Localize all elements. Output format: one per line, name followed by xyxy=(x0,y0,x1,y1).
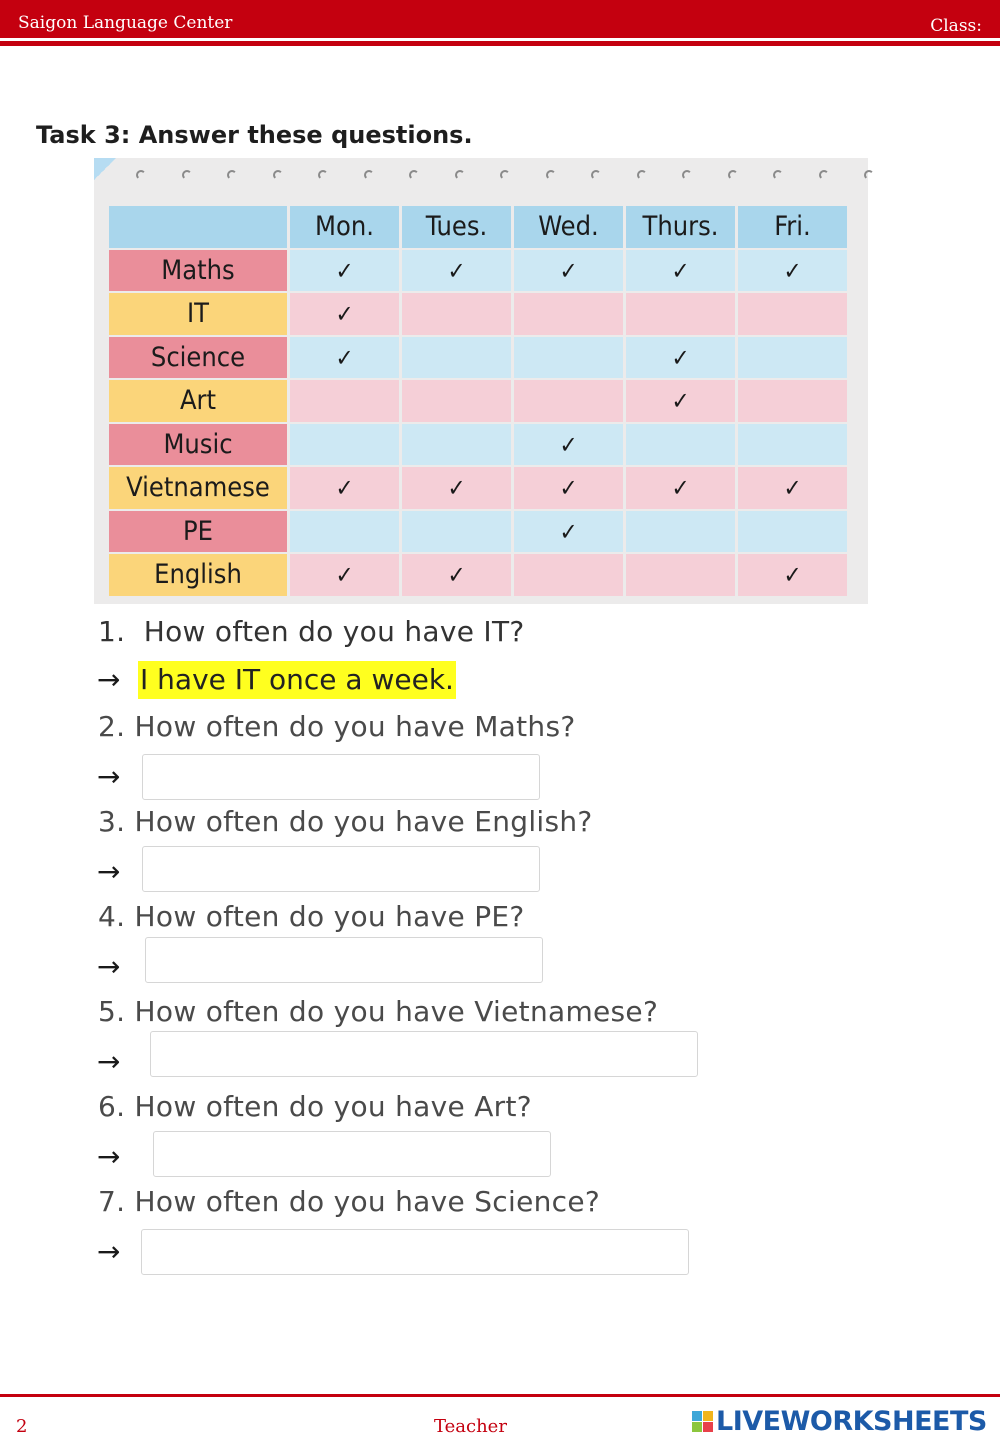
schedule-cell xyxy=(402,337,511,379)
check-icon: ✓ xyxy=(671,474,690,503)
logo-grid-icon xyxy=(692,1411,713,1432)
schedule-cell xyxy=(402,511,511,553)
ring-icon xyxy=(728,170,738,180)
check-icon: ✓ xyxy=(783,561,802,590)
subject-label: Vietnamese xyxy=(109,467,287,509)
subject-label: IT xyxy=(109,293,287,335)
check-icon: ✓ xyxy=(671,256,690,285)
example-answer: I have IT once a week. xyxy=(138,661,456,699)
question-number: 7. xyxy=(98,1185,126,1218)
question-number: 1. xyxy=(98,615,126,648)
ring-icon xyxy=(637,170,647,180)
check-icon: ✓ xyxy=(447,474,466,503)
class-label: Class: xyxy=(930,16,982,36)
schedule-cell xyxy=(290,424,399,466)
schedule-cell xyxy=(514,554,623,596)
schedule-cell xyxy=(626,511,735,553)
schedule-cell xyxy=(514,337,623,379)
schedule-cell xyxy=(290,511,399,553)
timetable-row xyxy=(109,511,847,553)
schedule-cell xyxy=(738,380,847,422)
schedule-cell xyxy=(402,467,511,509)
schedule-cell xyxy=(402,424,511,466)
ring-icon xyxy=(500,170,510,180)
check-icon: ✓ xyxy=(447,256,466,285)
question-2 xyxy=(98,710,576,743)
answer-input-4[interactable] xyxy=(145,937,543,983)
ring-icon xyxy=(364,170,374,180)
question-text: How often do you have PE? xyxy=(134,900,525,933)
question-text: How often do you have Science? xyxy=(134,1185,601,1218)
schedule-cell xyxy=(738,337,847,379)
timetable xyxy=(106,204,850,598)
subject-label: PE xyxy=(109,511,287,553)
schedule-cell xyxy=(626,467,735,509)
schedule-cell xyxy=(738,467,847,509)
schedule-cell xyxy=(290,554,399,596)
arrow-icon: → xyxy=(97,1235,121,1268)
brand-text: LIVEWORKSHEETS xyxy=(716,1406,987,1437)
question-number: 3. xyxy=(98,805,126,838)
ring-icon xyxy=(546,170,556,180)
schedule-cell xyxy=(626,380,735,422)
arrow-icon: → xyxy=(97,1045,121,1078)
timetable-row xyxy=(109,293,847,335)
question-4 xyxy=(98,900,525,933)
ring-icon xyxy=(136,170,146,180)
check-icon: ✓ xyxy=(559,474,578,503)
ring-icon xyxy=(773,170,783,180)
schedule-cell xyxy=(626,424,735,466)
schedule-cell xyxy=(290,337,399,379)
question-number: 5. xyxy=(98,995,126,1028)
question-number: 2. xyxy=(98,710,126,743)
check-icon: ✓ xyxy=(671,343,690,372)
day-header: Wed. xyxy=(514,206,623,248)
schedule-cell xyxy=(626,337,735,379)
day-header: Tues. xyxy=(402,206,511,248)
schedule-cell xyxy=(514,424,623,466)
subject-label: Music xyxy=(109,424,287,466)
schedule-cell xyxy=(290,380,399,422)
timetable-row xyxy=(109,250,847,292)
schedule-cell xyxy=(626,554,735,596)
footer-rule xyxy=(0,1394,1000,1397)
subject-label: Art xyxy=(109,380,287,422)
schedule-cell xyxy=(290,467,399,509)
check-icon: ✓ xyxy=(671,387,690,416)
check-icon: ✓ xyxy=(335,300,354,329)
day-header: Thurs. xyxy=(626,206,735,248)
question-text: How often do you have Maths? xyxy=(134,710,576,743)
ring-icon xyxy=(682,170,692,180)
check-icon: ✓ xyxy=(335,343,354,372)
schedule-cell xyxy=(402,554,511,596)
check-icon: ✓ xyxy=(335,474,354,503)
answer-input-5[interactable] xyxy=(150,1031,698,1077)
question-text: How often do you have English? xyxy=(134,805,593,838)
question-number: 6. xyxy=(98,1090,126,1123)
question-number: 4. xyxy=(98,900,126,933)
schedule-cell xyxy=(402,250,511,292)
answer-input-7[interactable] xyxy=(141,1229,689,1275)
check-icon: ✓ xyxy=(335,561,354,590)
ring-icon xyxy=(864,170,874,180)
question-text: How often do you have IT? xyxy=(143,615,525,648)
check-icon: ✓ xyxy=(559,256,578,285)
schedule-cell xyxy=(738,293,847,335)
schedule-cell xyxy=(290,293,399,335)
timetable-row xyxy=(109,380,847,422)
schedule-cell xyxy=(738,250,847,292)
question-5 xyxy=(98,995,658,1028)
timetable-row xyxy=(109,554,847,596)
timetable-card xyxy=(94,158,868,604)
arrow-icon: → xyxy=(97,1140,121,1173)
schedule-cell xyxy=(514,467,623,509)
ring-icon xyxy=(455,170,465,180)
schedule-cell xyxy=(402,380,511,422)
school-name: Saigon Language Center xyxy=(18,13,233,33)
check-icon: ✓ xyxy=(335,256,354,285)
timetable-row xyxy=(109,337,847,379)
schedule-cell xyxy=(514,293,623,335)
schedule-cell xyxy=(514,511,623,553)
question-text: How often do you have Art? xyxy=(134,1090,532,1123)
footer-teacher: Teacher xyxy=(434,1416,507,1437)
page-curl-decoration xyxy=(94,158,116,180)
ring-icon xyxy=(409,170,419,180)
timetable-header-row xyxy=(109,206,847,248)
liveworksheets-logo[interactable] xyxy=(692,1406,987,1437)
day-header: Fri. xyxy=(738,206,847,248)
schedule-cell xyxy=(290,250,399,292)
answer-input-6[interactable] xyxy=(153,1131,551,1177)
day-header: Mon. xyxy=(290,206,399,248)
check-icon: ✓ xyxy=(783,474,802,503)
subject-label: Maths xyxy=(109,250,287,292)
timetable-row xyxy=(109,424,847,466)
arrow-icon: → xyxy=(97,760,121,793)
ring-icon xyxy=(819,170,829,180)
schedule-cell xyxy=(738,424,847,466)
header-corner-cell xyxy=(109,206,287,248)
arrow-icon: → xyxy=(97,855,121,888)
ring-icon xyxy=(227,170,237,180)
question-3 xyxy=(98,805,593,838)
schedule-cell xyxy=(514,250,623,292)
subject-label: Science xyxy=(109,337,287,379)
schedule-cell xyxy=(738,554,847,596)
arrow-icon: → xyxy=(97,663,121,696)
ring-icon xyxy=(318,170,328,180)
ring-icon xyxy=(273,170,283,180)
check-icon: ✓ xyxy=(447,561,466,590)
header-rule xyxy=(0,41,1000,46)
task-title: Task 3: Answer these questions. xyxy=(36,121,473,149)
page-number: 2 xyxy=(16,1416,28,1437)
schedule-cell xyxy=(626,250,735,292)
answer-input-3[interactable] xyxy=(142,846,540,892)
check-icon: ✓ xyxy=(559,430,578,459)
check-icon: ✓ xyxy=(783,256,802,285)
subject-label: English xyxy=(109,554,287,596)
question-1 xyxy=(98,615,525,648)
answer-input-2[interactable] xyxy=(142,754,540,800)
schedule-cell xyxy=(626,293,735,335)
check-icon: ✓ xyxy=(559,517,578,546)
question-7 xyxy=(98,1185,600,1218)
schedule-cell xyxy=(402,293,511,335)
ring-icon xyxy=(182,170,192,180)
question-text: How often do you have Vietnamese? xyxy=(134,995,659,1028)
timetable-row xyxy=(109,467,847,509)
ring-icon xyxy=(591,170,601,180)
arrow-icon: → xyxy=(97,950,121,983)
schedule-cell xyxy=(514,380,623,422)
schedule-cell xyxy=(738,511,847,553)
question-6 xyxy=(98,1090,532,1123)
